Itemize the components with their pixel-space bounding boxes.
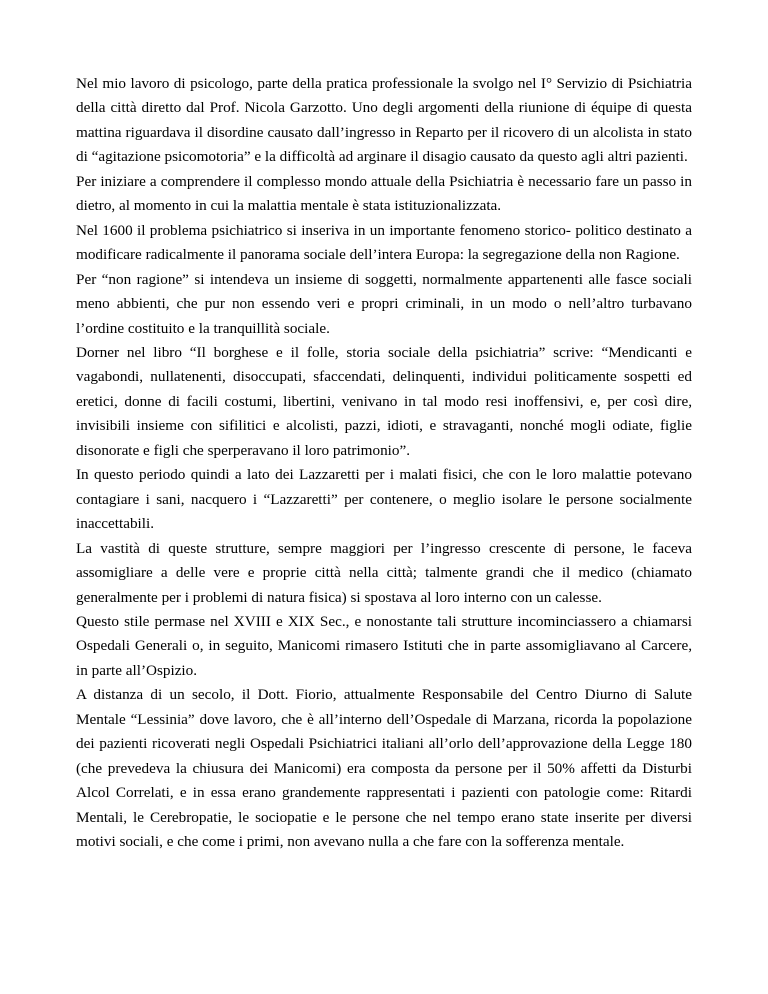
paragraph-intro: Nel mio lavoro di psicologo, parte della pratica professionale la svolgo nel I° Servizio di Psichiatria della città diretto dal Prof. Nicola Garzotto. Uno degli argomenti della riunione di équipe di questa mattina riguardava il disordine causato dall’ingresso in Reparto per il ricovero di un alcolista in stato di “agitazione psicomotoria” e la difficoltà ad arginare il disagio causato da questo agli altri pazienti. [76,75,692,166]
paragraph-fiorio: A distanza di un secolo, il Dott. Fiorio, attualmente Responsabile del Centro Diurno di Salute Mentale “Lessinia” dove lavoro, che è all’interno dell’Ospedale di Marzana, ricorda la popolazione dei pazienti ricoverati negli Ospedali Psichiatrici italiani all’orlo dell’approvazione della Legge 180 (che prevedeva la chiusura dei Manicomi) era composta da persone per il 50% affetti da Disturbi Alcol Correlati, e in essa erano grandemente rappresentati i pazienti con patologie come: Ritardi Mentali, le Cerebropatie, le sociopatie e le persone che nel tempo erano state inserite per diversi motivi sociali, e che come i primi, non avevano nulla a che fare con la sofferenza mentale. [76,686,692,851]
document-page [76,72,692,855]
paragraph-psichiatria: Per iniziare a comprendere il complesso mondo attuale della Psichiatria è necessario fare un passo in dietro, al momento in cui la malattia mentale è stata istituzionalizzata. [76,172,692,215]
paragraph-vastita: La vastità di queste strutture, sempre maggiori per l’ingresso crescente di persone, le faceva assomigliare a delle vere e proprie città nella città; talmente grandi che il medico (chiamato generalmente per i problemi di natura fisica) si spostava al loro interno con un calesse. [76,539,692,606]
paragraph-1600: Nel 1600 il problema psichiatrico si inseriva in un importante fenomeno storico- politico destinato a modificare radicalmente il panorama sociale dell’intera Europa: la segregazione della non Ragione. [76,221,692,264]
paragraph-non-ragione: Per “non ragione” si intendeva un insieme di soggetti, normalmente appartenenti alle fasce sociali meno abbienti, che pur non essendo veri e propri criminali, in un modo o nell’altro turbavano l’ordine costituito e la tranquillità sociale. [76,270,692,337]
paragraph-xviii-xix: Questo stile permase nel XVIII e XIX Sec., e nonostante tali strutture incominciassero a chiamarsi Ospedali Generali o, in seguito, Manicomi rimasero Istituti che in parte assomigliavano al Carcere, in parte all’Ospizio. [76,612,692,679]
paragraph-dorner-quote: Dorner nel libro “Il borghese e il folle, storia sociale della psichiatria” scrive: “Mendicanti e vagabondi, nullatenenti, disoccupati, sfaccendati, delinquenti, individui politicamente sospetti ed eretici, donne di facili costumi, libertini, venivano in tal modo resi inoffensivi, e, per così dire, invisibili insieme con sifilitici e alcolisti, pazzi, idioti, e stravaganti, nonché mogli odiate, figlie disonorate e figli che sperperavano il loro patrimonio”. [76,343,692,459]
paragraph-lazzaretti: In questo periodo quindi a lato dei Lazzaretti per i malati fisici, che con le loro malattie potevano contagiare i sani, nacquero i “Lazzaretti” per contenere, o meglio isolare le persone socialmente inaccettabili. [76,466,692,533]
